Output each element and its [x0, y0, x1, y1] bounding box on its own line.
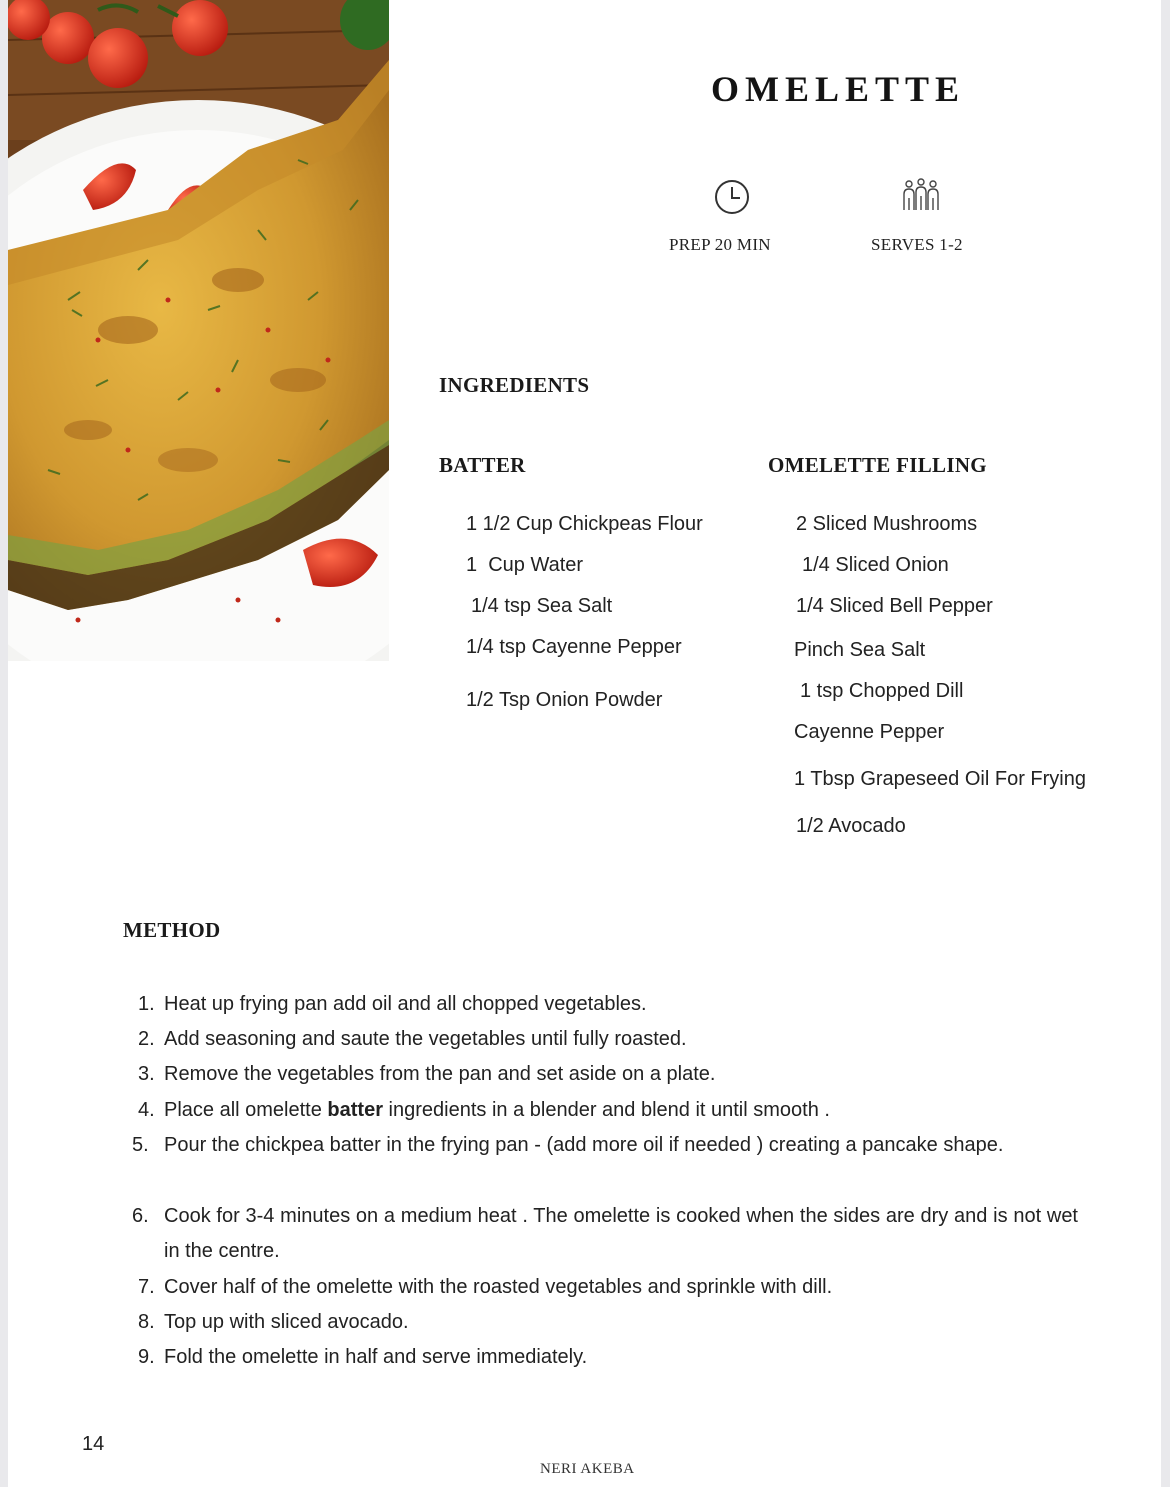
batter-item: 1 1/2 Cup Chickpeas Flour: [466, 513, 703, 535]
prep-time: PREP 20 MIN: [669, 235, 771, 254]
filling-item: 1/4 Sliced Bell Pepper: [796, 595, 993, 617]
batter-heading: BATTER: [439, 453, 526, 477]
filling-item: Cayenne Pepper: [794, 721, 945, 743]
method-step: 9. Fold the omelette in half and serve immediately.: [138, 1346, 588, 1368]
batter-item: 1 Cup Water: [466, 554, 584, 576]
filling-heading: OMELETTE FILLING: [768, 453, 987, 477]
method-step: 4. Place all omelette batter ingredients in a blender and blend it until smooth .: [138, 1099, 830, 1121]
filling-item: 1 Tbsp Grapeseed Oil For Frying: [794, 768, 1086, 790]
batter-item: 1/4 tsp Sea Salt: [471, 595, 613, 617]
omelette-illustration: [8, 0, 389, 661]
method-step: 1. Heat up frying pan add oil and all chopped vegetables.: [138, 993, 647, 1015]
method-heading: METHOD: [123, 918, 221, 942]
method-step: 8. Top up with sliced avocado.: [138, 1311, 409, 1333]
filling-item: Pinch Sea Salt: [794, 639, 926, 661]
omelette-photo: [8, 0, 389, 661]
batter-item: 1/2 Tsp Onion Powder: [466, 689, 663, 711]
method-step: 5. Pour the chickpea batter in the frying pan - (add more oil if needed ) creating a pancake shape.: [132, 1134, 1004, 1156]
method-step: 3. Remove the vegetables from the pan and set aside on a plate.: [138, 1063, 716, 1085]
method-step: 2. Add seasoning and saute the vegetables until fully roasted.: [138, 1028, 687, 1050]
bold-batter: batter: [327, 1099, 383, 1121]
method-step: 6. Cook for 3-4 minutes on a medium heat . The omelette is cooked when the sides are dry and is not wet in the centre.: [132, 1205, 1078, 1262]
serves-count: SERVES 1-2: [871, 235, 963, 254]
cherry-tomato: [172, 0, 228, 56]
filling-item: 1/4 Sliced Onion: [802, 554, 949, 576]
ingredients-heading: INGREDIENTS: [439, 373, 590, 397]
filling-item: 1/2 Avocado: [796, 815, 906, 837]
author-footer: NERI AKEBA: [540, 1461, 635, 1477]
cherry-tomato: [88, 28, 148, 88]
recipe-title: OMELETTE: [711, 69, 966, 109]
filling-item: 2 Sliced Mushrooms: [796, 513, 978, 535]
page-number: 14: [82, 1433, 105, 1455]
people-group-icon: [901, 178, 941, 219]
filling-item: 1 tsp Chopped Dill: [800, 680, 964, 702]
batter-item: 1/4 tsp Cayenne Pepper: [466, 636, 682, 658]
clock-icon: [713, 178, 751, 221]
method-step: 7. Cover half of the omelette with the roasted vegetables and sprinkle with dill.: [138, 1276, 833, 1298]
recipe-page: [8, 0, 1161, 1487]
